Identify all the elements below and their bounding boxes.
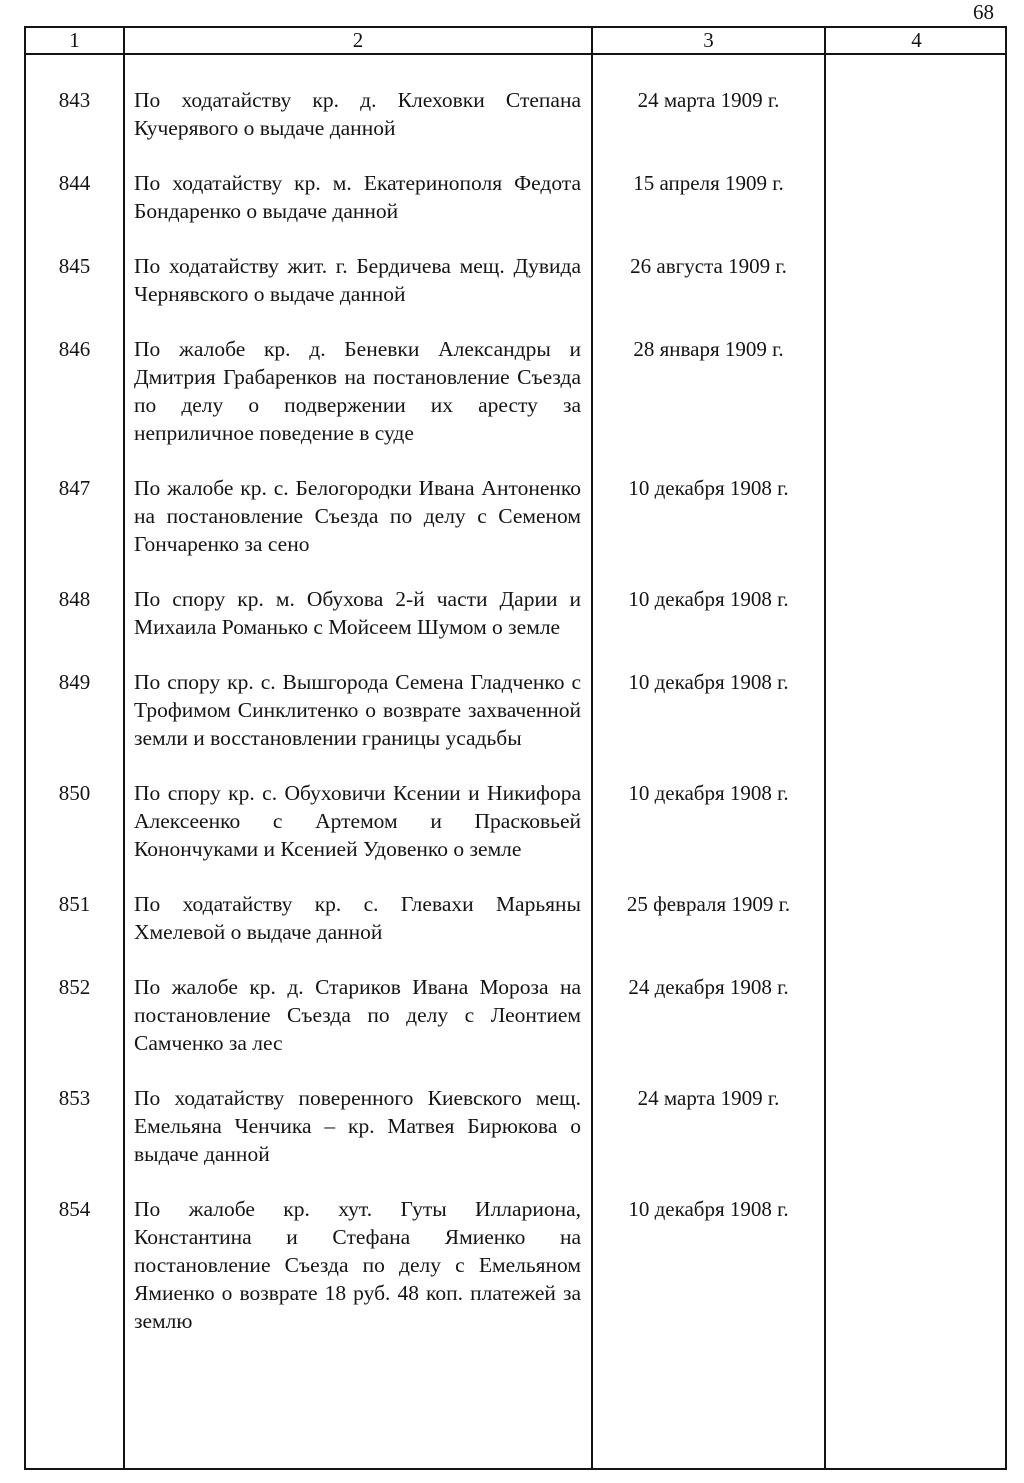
entry-date: 24 декабря 1908 г.	[628, 975, 789, 999]
entry-date: 24 марта 1909 г.	[637, 88, 780, 112]
entry-number: 850	[58, 781, 91, 805]
entry-description: По жалобе кр. д. Стариков Ивана Мороза на постановление Съезда по делу с Леонтием Самченко за лес	[134, 975, 581, 1055]
table-row	[26, 779, 1005, 863]
column-header-3: 3	[703, 28, 714, 52]
entry-description: По ходатайству жит. г. Бердичева мещ. Дувида Чернявского о выдаче данной	[134, 254, 581, 306]
entry-description: По спору кр. с. Обуховичи Ксении и Никифора Алексеенко с Артемом и Прасковьей Конончуками и Ксенией Удовенко о земле	[134, 781, 581, 861]
entry-description: По ходатайству поверенного Киевского мещ. Емельяна Ченчика – кр. Матвея Бирюкова о выдаче данной	[134, 1086, 581, 1166]
entry-description: По жалобе кр. хут. Гуты Иллариона, Константина и Стефана Ямиенко на постановление Съезда по делу с Емельяном Ямиенко о возврате 18 руб. 48 коп. платежей за землю	[134, 1197, 581, 1333]
entry-date: 10 декабря 1908 г.	[628, 781, 789, 805]
entry-date: 25 февраля 1909 г.	[626, 892, 791, 916]
table-row	[26, 585, 1005, 641]
entry-number: 853	[58, 1086, 91, 1110]
entry-date: 10 декабря 1908 г.	[628, 587, 789, 611]
entry-number: 848	[58, 587, 91, 611]
entry-description: По ходатайству кр. м. Екатеринополя Федота Бондаренко о выдаче данной	[134, 171, 581, 223]
entry-number: 851	[58, 892, 91, 916]
entry-number: 844	[58, 171, 91, 195]
column-header-1: 1	[69, 28, 80, 52]
entry-number: 846	[58, 337, 91, 361]
table-body	[26, 86, 1005, 1362]
entry-date: 15 апреля 1909 г.	[633, 171, 784, 195]
entry-description: По жалобе кр. д. Беневки Александры и Дмитрия Грабаренков на постановление Съезда по делу о подвержении их аресту за неприличное поведение в суде	[134, 337, 581, 445]
entry-date: 10 декабря 1908 г.	[628, 476, 789, 500]
entry-number: 847	[58, 476, 91, 500]
entry-date: 26 августа 1909 г.	[630, 254, 787, 278]
table-row	[26, 668, 1005, 752]
table-row	[26, 890, 1005, 946]
table-row	[26, 1084, 1005, 1168]
entry-description: По спору кр. с. Вышгорода Семена Гладченко с Трофимом Синклитенко о возврате захваченной земли и восстановлении границы усадьбы	[134, 670, 581, 750]
table-row	[26, 1195, 1005, 1335]
entry-number: 854	[58, 1197, 91, 1221]
table-row	[26, 973, 1005, 1057]
entry-number: 849	[58, 670, 91, 694]
entry-date: 10 декабря 1908 г.	[628, 670, 789, 694]
table-row	[26, 335, 1005, 447]
entry-number: 852	[58, 975, 91, 999]
page-number: 68	[973, 0, 994, 24]
entry-number: 845	[58, 254, 91, 278]
register-table	[24, 26, 1007, 1470]
entry-date: 10 декабря 1908 г.	[628, 1197, 789, 1221]
column-header-2: 2	[352, 28, 364, 52]
table-row	[26, 169, 1005, 225]
table-row	[26, 86, 1005, 142]
table-row	[26, 474, 1005, 558]
entry-description: По ходатайству кр. с. Глевахи Марьяны Хмелевой о выдаче данной	[134, 892, 581, 944]
table-row	[26, 252, 1005, 308]
column-header-4: 4	[911, 28, 922, 52]
entry-date: 24 марта 1909 г.	[637, 1086, 780, 1110]
entry-description: По спору кр. м. Обухова 2-й части Дарии и Михаила Романько с Мойсеем Шумом о земле	[134, 587, 581, 639]
entry-description: По жалобе кр. с. Белогородки Ивана Антоненко на постановление Съезда по делу с Семеном Гончаренко за сено	[134, 476, 581, 556]
entry-number: 843	[58, 88, 91, 112]
entry-date: 28 января 1909 г.	[633, 337, 784, 361]
entry-description: По ходатайству кр. д. Клеховки Степана Кучерявого о выдаче данной	[134, 88, 581, 140]
header-divider	[26, 53, 1005, 55]
